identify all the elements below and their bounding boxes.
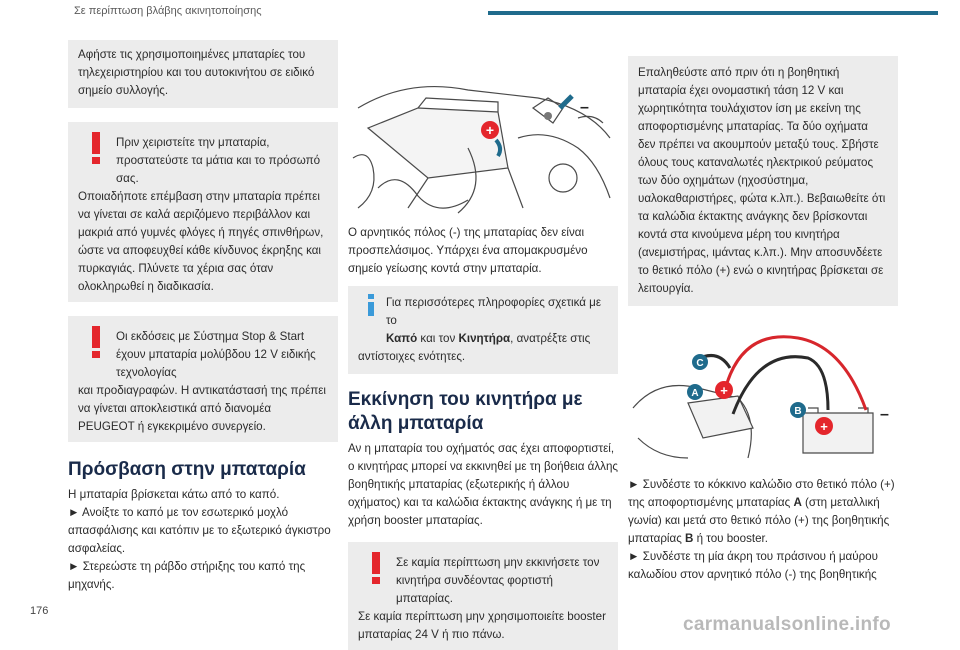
jump-start-intro: Αν η μπαταρία του οχήματός σας έχει αποφορτιστεί, ο κινητήρας μπορεί να εκκινηθεί με τη βοήθεια άλλης βοηθητικής μπαταρίας (εξωτερικής ή άλλου οχήματος) και τα καλώδια έκτακτης ανάγκης ή με τη χρήση booster μπαταρίας. [348, 442, 618, 527]
battery-a-ref: A [793, 496, 802, 509]
negative-terminal-caption: Ο αρνητικός πόλος (-) της μπαταρίας δεν είναι προσπελάσιμος. Υπάρχει ένα απομακρυσμένο σημείο γείωσης κοντά στην μπαταρία. [348, 226, 588, 275]
info-icon [364, 294, 378, 316]
info-text-start: Για περισσότερες πληροφορίες σχετικά με το [386, 296, 602, 327]
info-note [348, 286, 618, 374]
section-heading-jump-start: Εκκίνηση του κινητήρα με άλλη μπαταρία [348, 389, 583, 434]
info-text-mid: και τον [417, 332, 459, 345]
battery-safety-warning [68, 122, 338, 302]
fig-label-c: C [696, 358, 704, 369]
fig-label-a: A [691, 388, 699, 399]
info-hood-term: Καπό [386, 332, 418, 345]
step-open-hood: ► Ανοίξτε το καπό με τον εσωτερικό μοχλό απασφάλισης και κατόπιν με το εξωτερικό άγκιστρο ασφαλείας. [68, 506, 331, 555]
engine-bay-drawing [348, 68, 618, 218]
warning-exclamation-icon [86, 130, 106, 166]
warning-exclamation-icon [86, 324, 106, 360]
prerequisites-box: Επαληθεύστε από πριν ότι η βοηθητική μπαταρία έχει ονομαστική τάση 12 V και χωρητικότητα τουλάχιστον ίση με εκείνη της αποφορτισμένης μπαταρίας. Τα δύο οχήματα δεν πρέπει να ακουμπούν μεταξύ τους. Σβήστε όλους τους καταναλωτές ηλεκτρικού ρεύματος των δύο οχημάτων (ηχοσύστημα, υαλοκαθαριστήρες, φώτα κ.λπ.). Βεβαιωθείτε ότι τα καλώδια έκτακτης ανάγκης δεν βρίσκονται κοντά στα κινούμενα μέρη του κινητήρα (ανεμιστήρας, ιμάντας κ.λπ.). Μην αποσυνδέετε το θετικό πόλο (+) ενώ ο κινητήρας βρίσκεται σε λειτουργία. [628, 56, 898, 306]
warning-first-line: Πριν χειριστείτε την μπαταρία, προστατεύστε τα μάτια και το πρόσωπό σας. [116, 136, 321, 185]
fig-label-b: B [794, 406, 802, 417]
warning-body: και προδιαγραφών. Η αντικατάστασή της πρέπει να γίνεται αποκλειστικά από διανομέα PEUGEOT ή εγκεκριμένο συνεργείο. [78, 384, 326, 433]
warning-first-line: Σε καμία περίπτωση μην εκκινήσετε τον κινητήρα συνδέοντας φορτιστή μπαταρίας. [396, 556, 600, 605]
battery-location-text: Η μπαταρία βρίσκεται κάτω από το καπό. [68, 488, 280, 501]
stop-start-warning [68, 316, 338, 442]
column-3 [628, 56, 898, 584]
step-secure-hood-rod: ► Στερεώστε τη ράβδο στήριξης του καπό της μηχανής. [68, 560, 306, 591]
column-1 [68, 40, 338, 594]
jumper-cable-drawing [628, 318, 898, 468]
page-number: 176 [30, 605, 49, 617]
fig-plus-b: + [820, 419, 828, 434]
step-text: ή του booster. [693, 532, 768, 545]
info-engine-term: Κινητήρα [458, 332, 511, 345]
info-text-end: , ανατρέξτε στις αντίστοιχες ενότητες. [358, 332, 591, 363]
column-2 [348, 68, 618, 650]
fig-minus-label: – [580, 99, 589, 116]
engine-bay-battery-illustration [348, 68, 618, 218]
step-text: ► Συνδέστε το κόκκινο καλώδιο στο θετικό πόλο (+) της αποφορτισμένης μπαταρίας [628, 478, 895, 509]
fig-plus-label: + [485, 122, 495, 138]
fig-plus-a: + [720, 383, 728, 398]
warning-body: Οποιαδήποτε επέμβαση στην μπαταρία πρέπει να γίνεται σε καλά αεριζόμενο περιβάλλον και μακριά από γυμνές φλόγες ή πηγές σπινθήρων, ώστε να αποφευχθεί κάθε κίνδυνος έκρηξης και πυρκαγιάς. Πλύνετε τα χέρια σας όταν ολοκληρωθεί η διαδικασία. [78, 190, 324, 293]
header-accent-bar [488, 11, 938, 15]
section-heading-battery-access: Πρόσβαση στην μπαταρία [68, 459, 306, 480]
fig-minus-b: – [880, 406, 889, 423]
warning-first-line: Οι εκδόσεις με Σύστημα Stop & Start έχουν μπαταρία μολύβδου 12 V ειδικής τεχνολογίας [116, 330, 316, 379]
jumper-cable-illustration [628, 318, 898, 468]
warning-body: Σε καμία περίπτωση μην χρησιμοποιείτε booster μπαταρίας 24 V ή πιο πάνω. [358, 610, 606, 641]
charger-warning [348, 542, 618, 650]
warning-exclamation-icon [366, 550, 386, 586]
step-text: (στη μεταλλική γωνία) και μετά στο θετικό πόλο (+) της βοηθητικής μπαταρίας [628, 496, 890, 545]
page-header-title: Σε περίπτωση βλάβης ακινητοποίησης [74, 5, 262, 17]
step-connect-red-cable [628, 476, 898, 548]
recycling-note: Αφήστε τις χρησιμοποιημένες μπαταρίες του τηλεχειριστηρίου και του αυτοκινήτου σε ειδικό σημείο συλλογής. [68, 40, 338, 108]
step-connect-black-cable: ► Συνδέστε τη μία άκρη του πράσινου ή μαύρου καλωδίου στον αρνητικό πόλο (-) της βοηθητικής [628, 550, 878, 581]
watermark: carmanualsonline.info [683, 614, 891, 635]
battery-b-ref: B [685, 532, 694, 545]
